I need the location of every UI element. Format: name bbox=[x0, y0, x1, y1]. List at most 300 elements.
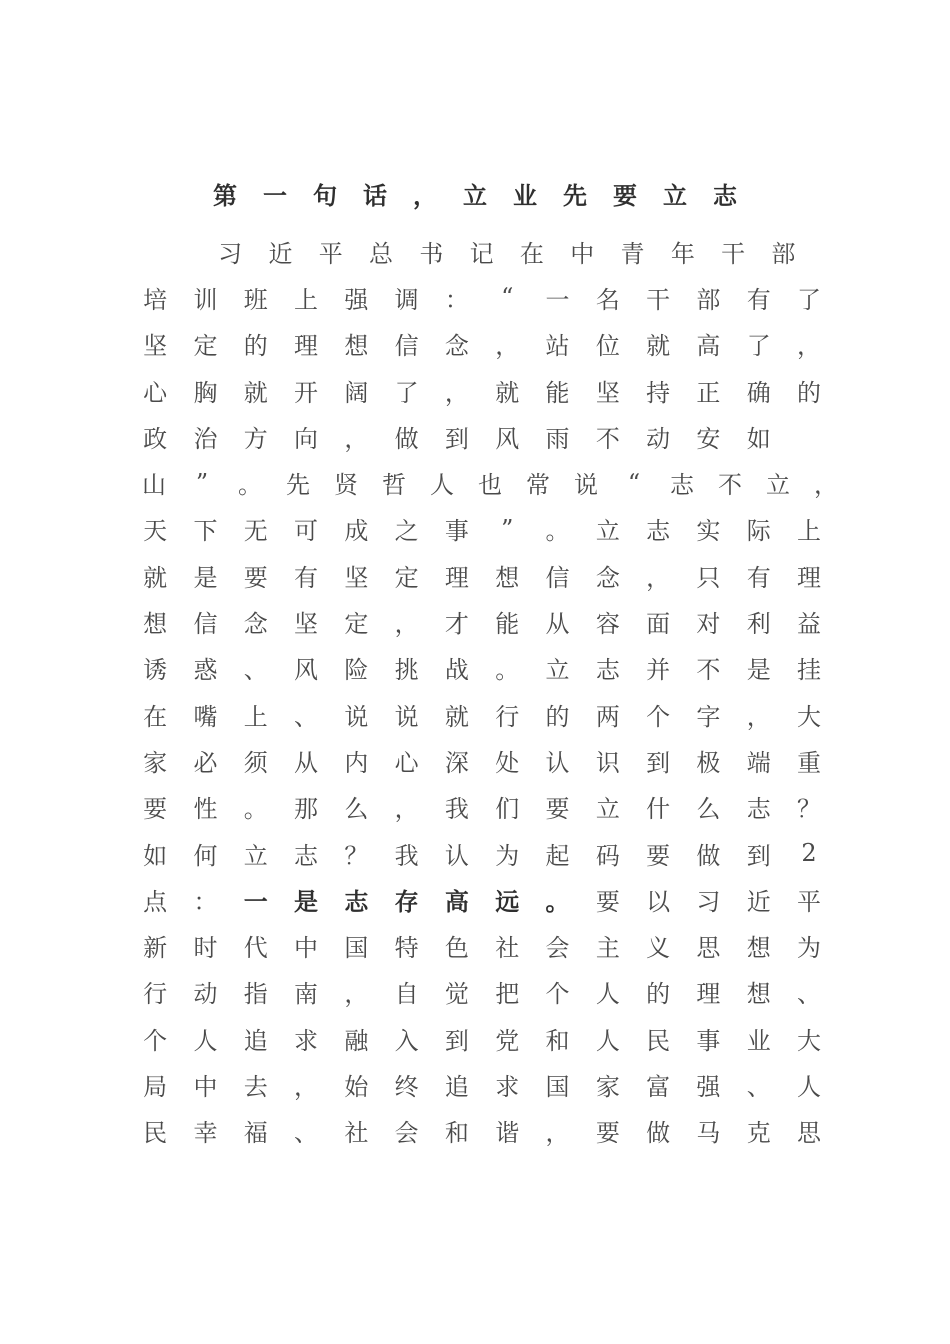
text-char: 志 bbox=[746, 795, 771, 824]
text-char: 平 bbox=[318, 239, 343, 268]
text-char: 能 bbox=[495, 610, 520, 639]
text-char: 为 bbox=[495, 841, 520, 870]
text-line bbox=[130, 413, 850, 459]
text-char: 无 bbox=[243, 517, 268, 546]
text-char: 记 bbox=[469, 239, 494, 268]
text-line bbox=[130, 1061, 850, 1107]
text-char: 大 bbox=[797, 1026, 821, 1055]
text-char: ， bbox=[646, 563, 671, 592]
text-char: 么 bbox=[344, 795, 369, 824]
text-char: 终 bbox=[394, 1072, 419, 1101]
text-char: 了 bbox=[746, 332, 771, 361]
text-char: 把 bbox=[495, 980, 520, 1009]
text-char: 嘴 bbox=[193, 702, 218, 731]
text-char: 念 bbox=[243, 610, 268, 639]
text-char: 平 bbox=[797, 887, 821, 916]
text-char: 想 bbox=[143, 610, 168, 639]
text-char: 利 bbox=[746, 610, 771, 639]
text-char: 家 bbox=[143, 748, 168, 777]
text-char: 的 bbox=[243, 332, 268, 361]
text-char: 中 bbox=[294, 934, 319, 963]
text-line bbox=[130, 321, 850, 367]
text-line bbox=[130, 598, 850, 644]
text-char: 做 bbox=[696, 841, 721, 870]
text-char: 南 bbox=[294, 980, 319, 1009]
text-char: 觉 bbox=[444, 980, 469, 1009]
text-char: 只 bbox=[696, 563, 721, 592]
text-char: 了 bbox=[797, 285, 821, 314]
text-char: 。 bbox=[243, 795, 268, 824]
title-char: 要 bbox=[613, 181, 637, 210]
text-char: 坚 bbox=[143, 332, 168, 361]
text-char: 干 bbox=[646, 285, 671, 314]
text-line bbox=[130, 1108, 850, 1154]
text-char: 远 bbox=[495, 886, 520, 916]
text-char: 们 bbox=[495, 795, 520, 824]
text-char: 下 bbox=[193, 517, 218, 546]
text-char: ， bbox=[294, 1072, 319, 1101]
text-char: 事 bbox=[696, 1026, 721, 1055]
text-char: “ bbox=[627, 468, 641, 497]
text-char: 入 bbox=[394, 1026, 419, 1055]
text-char: 高 bbox=[444, 886, 469, 916]
text-char: 年 bbox=[670, 239, 695, 268]
text-char: 人 bbox=[595, 1026, 620, 1055]
text-char: ？ bbox=[344, 841, 369, 870]
text-char: 动 bbox=[646, 424, 671, 453]
text-char: 何 bbox=[193, 841, 218, 870]
text-char: 必 bbox=[193, 748, 218, 777]
text-char: 深 bbox=[444, 748, 469, 777]
text-char: 书 bbox=[419, 239, 444, 268]
text-char: 志 bbox=[294, 841, 319, 870]
text-char: 两 bbox=[595, 702, 620, 731]
text-char: 和 bbox=[545, 1026, 570, 1055]
text-char: ” bbox=[195, 468, 209, 497]
text-char: 就 bbox=[646, 332, 671, 361]
text-char: 、 bbox=[797, 980, 821, 1009]
text-char: 要 bbox=[646, 841, 671, 870]
text-char: 存 bbox=[394, 886, 419, 916]
text-char: 总 bbox=[369, 239, 394, 268]
title-char: 立 bbox=[663, 181, 687, 210]
text-char: 立 bbox=[243, 841, 268, 870]
text-char: 认 bbox=[545, 748, 570, 777]
text-char: 惑 bbox=[193, 656, 218, 685]
text-char: ， bbox=[444, 378, 469, 407]
text-char: 从 bbox=[545, 610, 570, 639]
text-char: 民 bbox=[143, 1119, 168, 1148]
text-char: 求 bbox=[294, 1026, 319, 1055]
text-char: 社 bbox=[344, 1119, 369, 1148]
text-char: 险 bbox=[344, 656, 369, 685]
text-char: ： bbox=[193, 887, 218, 916]
text-char: 始 bbox=[344, 1072, 369, 1101]
text-char: “ bbox=[501, 283, 514, 312]
text-char: 融 bbox=[344, 1026, 369, 1055]
text-char: 在 bbox=[519, 239, 544, 268]
text-char: 哲 bbox=[382, 471, 406, 500]
text-line bbox=[130, 737, 850, 783]
text-line bbox=[130, 552, 850, 598]
text-char: 想 bbox=[746, 934, 771, 963]
text-line bbox=[130, 506, 850, 552]
text-char: 自 bbox=[394, 980, 419, 1009]
text-char: 高 bbox=[696, 332, 721, 361]
text-char: 才 bbox=[444, 610, 469, 639]
text-char: 部 bbox=[771, 239, 796, 268]
text-char: 正 bbox=[696, 378, 721, 407]
text-char: 党 bbox=[495, 1026, 520, 1055]
text-char: 信 bbox=[193, 610, 218, 639]
text-line bbox=[130, 969, 850, 1015]
text-char: 。 bbox=[545, 517, 570, 546]
text-char: 是 bbox=[746, 656, 771, 685]
text-char: 码 bbox=[595, 841, 620, 870]
text-char: 理 bbox=[294, 332, 319, 361]
text-char: 追 bbox=[444, 1072, 469, 1101]
text-char: 是 bbox=[193, 563, 218, 592]
text-char: 特 bbox=[394, 934, 419, 963]
text-char: 中 bbox=[570, 239, 595, 268]
text-char: 站 bbox=[545, 332, 570, 361]
text-char: 人 bbox=[430, 471, 454, 500]
text-char: 色 bbox=[444, 934, 469, 963]
text-char: 在 bbox=[143, 702, 168, 731]
text-char: 不 bbox=[718, 471, 742, 500]
text-char: 立 bbox=[595, 517, 620, 546]
text-char: 上 bbox=[294, 285, 319, 314]
text-char: 、 bbox=[746, 1072, 771, 1101]
text-char: 并 bbox=[646, 656, 671, 685]
title-char: 业 bbox=[513, 181, 537, 210]
title-char: 句 bbox=[313, 181, 337, 210]
text-char: 时 bbox=[193, 934, 218, 963]
text-char: 风 bbox=[294, 656, 319, 685]
text-char: 心 bbox=[394, 748, 419, 777]
text-char: 部 bbox=[696, 285, 721, 314]
text-char: 、 bbox=[294, 702, 319, 731]
text-char: 青 bbox=[620, 239, 645, 268]
text-char: 马 bbox=[696, 1119, 721, 1148]
text-char: 是 bbox=[294, 886, 319, 916]
text-char: ， bbox=[746, 702, 771, 731]
text-char: 和 bbox=[444, 1119, 469, 1148]
text-char: 说 bbox=[394, 702, 419, 731]
text-char: 一 bbox=[243, 886, 268, 916]
text-char: 会 bbox=[545, 934, 570, 963]
text-char: 坚 bbox=[344, 563, 369, 592]
text-char: 的 bbox=[797, 378, 821, 407]
text-char: 人 bbox=[193, 1026, 218, 1055]
text-char: 坚 bbox=[595, 378, 620, 407]
text-char: 政 bbox=[143, 424, 168, 453]
text-char: 。 bbox=[238, 471, 262, 500]
text-char: 起 bbox=[545, 841, 570, 870]
text-char: 志 bbox=[646, 517, 671, 546]
text-char: 指 bbox=[243, 980, 268, 1009]
text-char: 习 bbox=[696, 887, 721, 916]
text-char: 有 bbox=[746, 285, 771, 314]
text-char: 。 bbox=[495, 656, 520, 685]
text-char: 个 bbox=[143, 1026, 168, 1055]
text-char: 内 bbox=[344, 748, 369, 777]
text-char: 面 bbox=[646, 610, 671, 639]
text-char: 信 bbox=[394, 332, 419, 361]
text-line bbox=[130, 784, 850, 830]
text-char: 什 bbox=[646, 795, 671, 824]
text-char: 要 bbox=[595, 1119, 620, 1148]
text-char: 安 bbox=[696, 424, 721, 453]
text-char: 、 bbox=[243, 656, 268, 685]
text-char: 调 bbox=[394, 285, 419, 314]
text-char: 的 bbox=[646, 980, 671, 1009]
text-char: 重 bbox=[797, 748, 821, 777]
text-char: 可 bbox=[294, 517, 319, 546]
text-char: 常 bbox=[526, 471, 550, 500]
text-char: 幸 bbox=[193, 1119, 218, 1148]
text-char: ， bbox=[344, 424, 369, 453]
text-char: 诱 bbox=[143, 656, 168, 685]
text-char: 强 bbox=[344, 285, 369, 314]
text-char: 班 bbox=[243, 285, 268, 314]
text-char: 有 bbox=[294, 563, 319, 592]
text-char: 位 bbox=[595, 332, 620, 361]
text-char: 说 bbox=[344, 702, 369, 731]
text-char: 如 bbox=[143, 841, 168, 870]
title-char: ， bbox=[413, 181, 437, 210]
text-char: 行 bbox=[495, 702, 520, 731]
text-char: 了 bbox=[394, 378, 419, 407]
text-char: 义 bbox=[646, 934, 671, 963]
text-line bbox=[130, 1015, 850, 1061]
text-char: 认 bbox=[444, 841, 469, 870]
text-char: 挂 bbox=[797, 656, 821, 685]
text-char: ， bbox=[797, 332, 821, 361]
title-char: 第 bbox=[213, 181, 237, 210]
text-char: 立 bbox=[766, 471, 790, 500]
text-char: 到 bbox=[444, 1026, 469, 1055]
text-char: 中 bbox=[193, 1072, 218, 1101]
text-char: ” bbox=[501, 514, 514, 543]
text-char: 新 bbox=[143, 934, 168, 963]
text-char: 要 bbox=[595, 887, 620, 916]
text-char: 到 bbox=[746, 841, 771, 870]
title-char: 先 bbox=[563, 181, 587, 210]
text-char: 做 bbox=[646, 1119, 671, 1148]
title-char: 一 bbox=[263, 181, 287, 210]
text-char: 个 bbox=[646, 702, 671, 731]
text-char: 动 bbox=[193, 980, 218, 1009]
text-char: 字 bbox=[696, 702, 721, 731]
text-line bbox=[130, 876, 850, 922]
text-char: 大 bbox=[797, 702, 821, 731]
text-char: 习 bbox=[218, 239, 243, 268]
text-char: 有 bbox=[746, 563, 771, 592]
text-char: 理 bbox=[797, 563, 821, 592]
text-char: 到 bbox=[646, 748, 671, 777]
text-char: 行 bbox=[143, 980, 168, 1009]
text-char: 志 bbox=[595, 656, 620, 685]
text-char: 不 bbox=[696, 656, 721, 685]
text-char: 如 bbox=[746, 424, 771, 453]
text-char: 国 bbox=[344, 934, 369, 963]
text-char: ， bbox=[495, 332, 520, 361]
text-char: 贤 bbox=[334, 471, 358, 500]
text-char: 上 bbox=[243, 702, 268, 731]
text-char: 雨 bbox=[545, 424, 570, 453]
text-char: 思 bbox=[797, 1119, 821, 1148]
text-char: 定 bbox=[344, 610, 369, 639]
text-char: 端 bbox=[746, 748, 771, 777]
text-char: 求 bbox=[495, 1072, 520, 1101]
text-char: 思 bbox=[696, 934, 721, 963]
text-char: 培 bbox=[143, 285, 168, 314]
text-char: 要 bbox=[243, 563, 268, 592]
text-char: 家 bbox=[595, 1072, 620, 1101]
text-char: 也 bbox=[478, 471, 502, 500]
text-char: 立 bbox=[545, 656, 570, 685]
text-char: 名 bbox=[595, 285, 620, 314]
text-char: 事 bbox=[444, 517, 469, 546]
text-char: 强 bbox=[696, 1072, 721, 1101]
text-char: 定 bbox=[193, 332, 218, 361]
text-char: 的 bbox=[545, 702, 570, 731]
text-char: ？ bbox=[797, 795, 821, 824]
text-char: 信 bbox=[545, 563, 570, 592]
text-char: 天 bbox=[143, 517, 168, 546]
text-char: 局 bbox=[143, 1072, 168, 1101]
text-char: 点 bbox=[143, 887, 168, 916]
text-char: 想 bbox=[344, 332, 369, 361]
text-char: 近 bbox=[746, 887, 771, 916]
text-char: 对 bbox=[696, 610, 721, 639]
text-char: 念 bbox=[444, 332, 469, 361]
text-char: 战 bbox=[444, 656, 469, 685]
text-char: 训 bbox=[193, 285, 218, 314]
text-char: 极 bbox=[696, 748, 721, 777]
text-char: 就 bbox=[243, 378, 268, 407]
text-char: 开 bbox=[294, 378, 319, 407]
text-char: 志 bbox=[670, 471, 694, 500]
text-char: 确 bbox=[746, 378, 771, 407]
text-line bbox=[130, 645, 850, 691]
text-char: 个 bbox=[545, 980, 570, 1009]
text-char: 要 bbox=[545, 795, 570, 824]
text-char: 追 bbox=[243, 1026, 268, 1055]
text-char: 以 bbox=[646, 887, 671, 916]
text-char: 际 bbox=[746, 517, 771, 546]
text-char: ， bbox=[814, 471, 838, 500]
text-char: 业 bbox=[746, 1026, 771, 1055]
text-char: 就 bbox=[495, 378, 520, 407]
text-char: 主 bbox=[595, 934, 620, 963]
text-char: 上 bbox=[797, 517, 821, 546]
text-line bbox=[130, 691, 850, 737]
text-char: 心 bbox=[143, 378, 168, 407]
text-char: 益 bbox=[797, 610, 821, 639]
text-char: 我 bbox=[444, 795, 469, 824]
text-char: 志 bbox=[344, 886, 369, 916]
text-char: 人 bbox=[595, 980, 620, 1009]
text-char: 之 bbox=[394, 517, 419, 546]
text-char: 理 bbox=[444, 563, 469, 592]
text-char: 近 bbox=[268, 239, 293, 268]
text-char: 风 bbox=[495, 424, 520, 453]
text-char: ， bbox=[394, 610, 419, 639]
text-line bbox=[130, 830, 850, 876]
text-line bbox=[130, 274, 850, 320]
text-char: 2 bbox=[801, 839, 817, 867]
text-char: 要 bbox=[143, 795, 168, 824]
text-line bbox=[130, 459, 850, 505]
text-char: 念 bbox=[595, 563, 620, 592]
text-char: 克 bbox=[746, 1119, 771, 1148]
text-char: 做 bbox=[394, 424, 419, 453]
document-body bbox=[130, 228, 850, 1154]
text-char: 民 bbox=[646, 1026, 671, 1055]
title-char: 立 bbox=[463, 181, 487, 210]
text-char: 方 bbox=[243, 424, 268, 453]
text-char: ， bbox=[394, 795, 419, 824]
title-char: 志 bbox=[713, 181, 737, 210]
text-char: ， bbox=[344, 980, 369, 1009]
text-char: 向 bbox=[294, 424, 319, 453]
text-char: 立 bbox=[595, 795, 620, 824]
text-char: 到 bbox=[444, 424, 469, 453]
text-char: 定 bbox=[394, 563, 419, 592]
text-char: 。 bbox=[545, 886, 570, 916]
text-char: 理 bbox=[696, 980, 721, 1009]
text-char: 山 bbox=[142, 471, 166, 500]
title-char: 话 bbox=[363, 181, 387, 210]
text-char: 会 bbox=[394, 1119, 419, 1148]
text-char: 治 bbox=[193, 424, 218, 453]
text-char: 想 bbox=[746, 980, 771, 1009]
text-char: 挑 bbox=[394, 656, 419, 685]
text-char: 性 bbox=[193, 795, 218, 824]
text-char: 就 bbox=[444, 702, 469, 731]
text-char: 代 bbox=[243, 934, 268, 963]
text-char: 富 bbox=[646, 1072, 671, 1101]
text-char: 为 bbox=[797, 934, 821, 963]
text-line bbox=[130, 367, 850, 413]
document-title bbox=[130, 176, 820, 212]
text-char: ： bbox=[444, 285, 469, 314]
text-char: 识 bbox=[595, 748, 620, 777]
text-char: 处 bbox=[495, 748, 520, 777]
text-char: 我 bbox=[394, 841, 419, 870]
text-char: 持 bbox=[646, 378, 671, 407]
text-line bbox=[130, 228, 850, 274]
text-char: 容 bbox=[595, 610, 620, 639]
text-char: 不 bbox=[595, 424, 620, 453]
text-char: 从 bbox=[294, 748, 319, 777]
text-char: 实 bbox=[696, 517, 721, 546]
text-char: 成 bbox=[344, 517, 369, 546]
text-char: 国 bbox=[545, 1072, 570, 1101]
text-char: 胸 bbox=[193, 378, 218, 407]
text-char: 么 bbox=[696, 795, 721, 824]
text-char: 想 bbox=[495, 563, 520, 592]
text-char: 就 bbox=[143, 563, 168, 592]
text-char: 、 bbox=[294, 1119, 319, 1148]
text-char: 坚 bbox=[294, 610, 319, 639]
text-char: ， bbox=[545, 1119, 570, 1148]
text-line bbox=[130, 922, 850, 968]
text-char: 能 bbox=[545, 378, 570, 407]
text-char: 福 bbox=[243, 1119, 268, 1148]
